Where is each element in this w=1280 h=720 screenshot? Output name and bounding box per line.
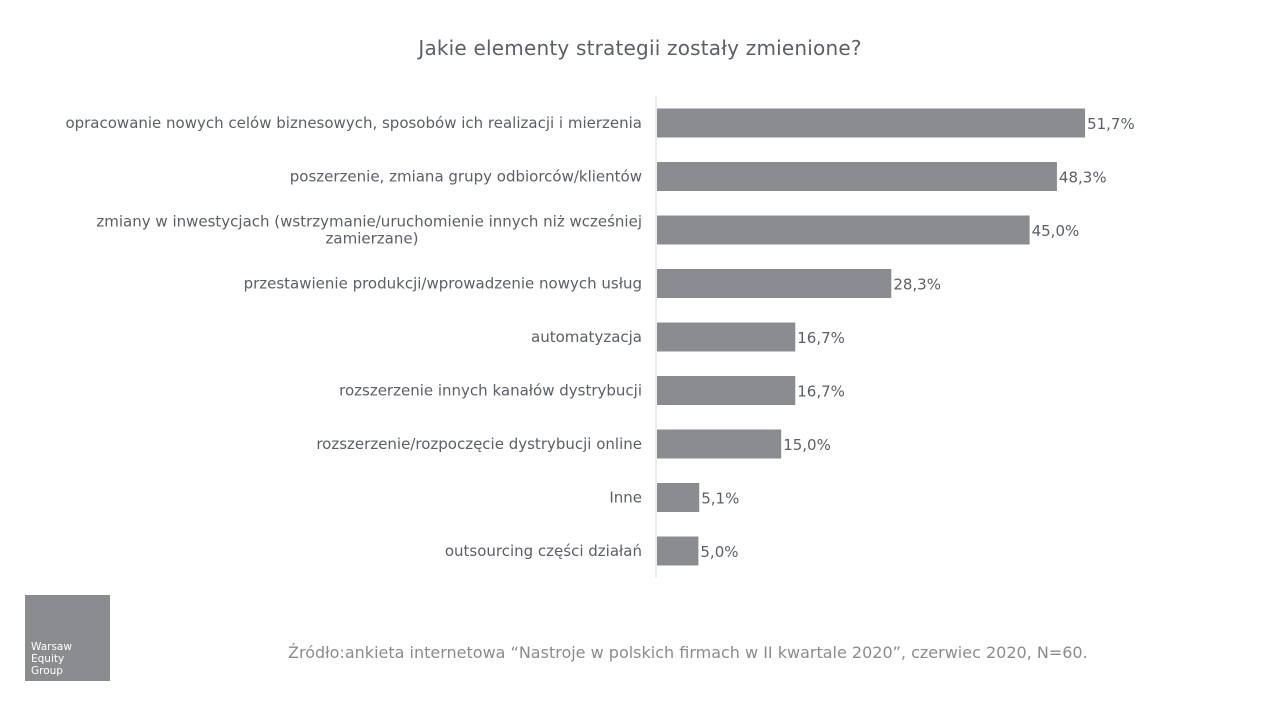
data-label: 48,3%: [1058, 168, 1107, 187]
data-label: 5,1%: [701, 489, 740, 508]
data-label: 45,0%: [1031, 222, 1080, 240]
category-label: Inne: [609, 488, 642, 507]
logo-line-equity: Equity: [31, 653, 65, 665]
bar: [657, 216, 1030, 245]
category-label: outsourcing części działań: [444, 542, 642, 560]
category-label: zmiany w inwestycjach (wstrzymanie/uruchomienie innych niż wcześniej: [96, 212, 642, 231]
data-label: 28,3%: [893, 275, 941, 294]
data-label: 5,0%: [700, 543, 739, 561]
logo-text: [31, 641, 72, 677]
chart-title: Jakie elementy strategii zostały zmienione?: [418, 36, 862, 60]
data-label: 16,7%: [797, 329, 845, 347]
category-label: rozszerzenie/rozpoczęcie dystrybucji online: [316, 435, 642, 453]
bar: [657, 109, 1085, 138]
warsaw-equity-group-logo: [25, 595, 110, 681]
data-label: 16,7%: [797, 382, 845, 401]
bar: [657, 162, 1057, 191]
category-label: opracowanie nowych celów biznesowych, sposobów ich realizacji i mierzenia: [65, 114, 642, 132]
logo-line-warsaw: Warsaw: [31, 641, 72, 653]
bar: [657, 269, 891, 298]
source-note: Źródło:ankieta internetowa “Nastroje w polskich firmach w II kwartale 2020”, czerwiec 2020, N=60.: [288, 643, 1088, 662]
category-label: rozszerzenie innych kanałów dystrybucji: [339, 381, 642, 400]
category-label: poszerzenie, zmiana grupy odbiorców/klientów: [289, 167, 642, 186]
bar: [657, 483, 699, 512]
data-label: 51,7%: [1087, 115, 1135, 133]
bar: [657, 323, 795, 352]
bar: [657, 430, 781, 459]
category-label: zamierzane): [325, 229, 419, 248]
category-label: przestawienie produkcji/wprowadzenie nowych usług: [243, 274, 642, 293]
data-label: 15,0%: [783, 436, 831, 454]
bar: [657, 537, 698, 566]
bar: [657, 376, 795, 405]
logo-line-group: Group: [31, 665, 63, 677]
category-label: automatyzacja: [531, 328, 642, 346]
